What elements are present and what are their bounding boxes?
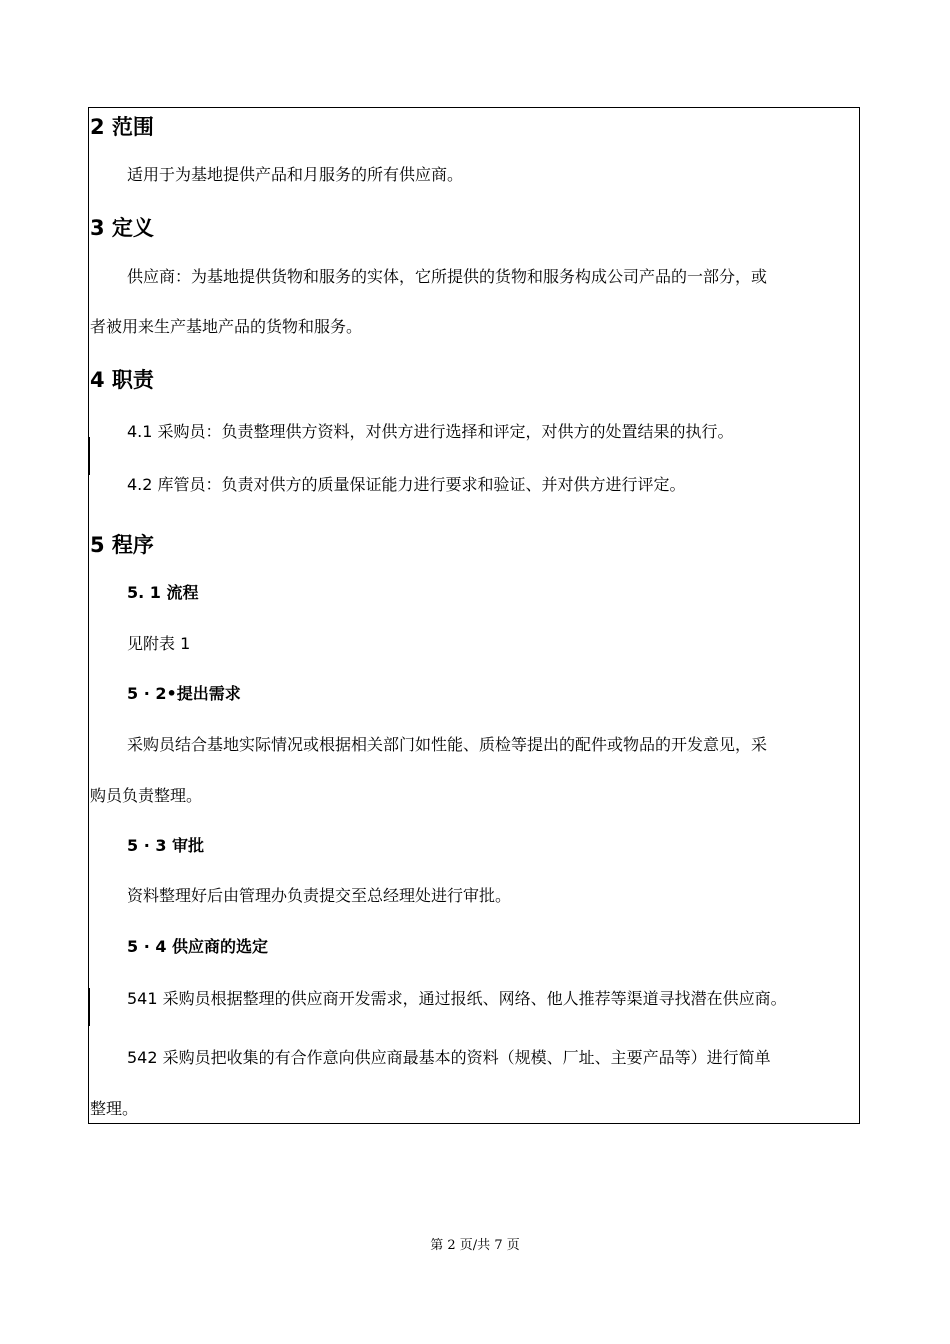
section-4-heading: 4 职责 [90,368,154,392]
section-3-paragraph-line2: 者被用来生产基地产品的货物和服务。 [90,317,363,336]
left-margin-mark [89,988,90,1026]
left-margin-mark [89,437,90,475]
subsection-5-2-line1: 采购员结合基地实际情况或根据相关部门如性能、质检等提出的配件或物品的开发意见，采 [127,735,768,754]
subsection-5-1-text: 见附表 1 [127,634,191,653]
item-5-4-1: 541 采购员根据整理的供应商开发需求，通过报纸、网络、他人推荐等渠道寻找潜在供应商。 [127,989,787,1008]
section-5-heading: 5 程序 [90,533,154,557]
section-2-heading: 2 范围 [90,115,154,139]
subsection-5-4-heading: 5 · 4 供应商的选定 [127,937,269,956]
section-3-heading: 3 定义 [90,216,154,240]
subsection-5-3-text: 资料整理好后由管理办负责提交至总经理处进行审批。 [127,886,512,905]
section-3-paragraph-line1: 供应商：为基地提供货物和服务的实体，它所提供的货物和服务构成公司产品的一部分，或 [127,267,768,286]
section-2-paragraph: 适用于为基地提供产品和月服务的所有供应商。 [127,165,464,184]
content-frame [88,107,860,1124]
subsection-5-2-heading: 5 · 2•提出需求 [127,684,241,703]
section-4-item-1: 4.1 采购员：负责整理供方资料，对供方进行选择和评定，对供方的处置结果的执行。 [127,422,734,441]
subsection-5-2-line2: 购员负责整理。 [90,786,203,805]
subsection-5-3-heading: 5 · 3 审批 [127,836,205,855]
section-4-item-2: 4.2 库管员：负责对供方的质量保证能力进行要求和验证、并对供方进行评定。 [127,475,686,494]
page-number: 第 2 页/共 7 页 [430,1238,520,1253]
subsection-5-1-heading: 5. 1 流程 [127,583,199,602]
item-5-4-2-line2: 整理。 [90,1099,139,1118]
item-5-4-2-line1: 542 采购员把收集的有合作意向供应商最基本的资料（规模、厂址、主要产品等）进行简单 [127,1048,771,1067]
